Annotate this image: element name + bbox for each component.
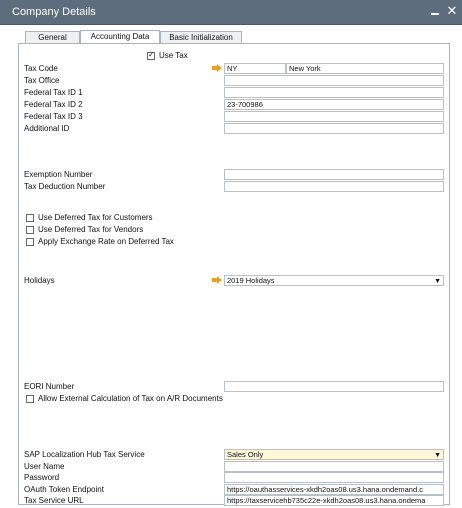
- oauth-token-endpoint-field[interactable]: https://oauthasservices-xkdh2oas08.us3.hana.ondemand.c: [224, 484, 444, 495]
- federal-tax-id-1-field[interactable]: [224, 87, 444, 98]
- federal-tax-id-1-row: [0, 87, 462, 98]
- federal-tax-id-2-label: Federal Tax ID 2: [24, 100, 83, 109]
- user-name-row: [0, 461, 462, 472]
- tax-service-url-row: [0, 495, 462, 506]
- exemption-number-row: [0, 169, 462, 180]
- tax-code-description: New York: [286, 63, 444, 74]
- password-field[interactable]: [224, 472, 444, 483]
- tax-service-url-field[interactable]: https://taxservicehb735c22e-xkdh2oas08.us3.hana.ondema: [224, 495, 444, 506]
- tab-label: Basic Initialization: [169, 33, 233, 42]
- exemption-number-field[interactable]: [224, 169, 444, 180]
- additional-id-label: Additional ID: [24, 124, 70, 133]
- federal-tax-id-3-field[interactable]: [224, 111, 444, 122]
- eori-number-row: [0, 381, 462, 392]
- tab-accounting-data[interactable]: [80, 30, 160, 44]
- chevron-down-icon: ▼: [434, 278, 441, 285]
- user-name-field[interactable]: [224, 461, 444, 472]
- tab-general[interactable]: [25, 31, 80, 43]
- external-calculation-checkbox[interactable]: [26, 395, 34, 403]
- chevron-down-icon: ▼: [434, 452, 441, 459]
- user-name-label: User Name: [24, 462, 65, 471]
- additional-id-field[interactable]: [224, 123, 444, 134]
- tax-deduction-number-field[interactable]: [224, 181, 444, 192]
- holidays-label: Holidays: [24, 276, 55, 285]
- federal-tax-id-3-row: [0, 111, 462, 122]
- deferred-tax-customers-checkbox[interactable]: [26, 214, 34, 222]
- tax-code-field[interactable]: NY: [224, 63, 286, 74]
- deferred-tax-vendors-label: Use Deferred Tax for Vendors: [38, 225, 144, 234]
- federal-tax-id-2-row: [0, 99, 462, 110]
- oauth-token-endpoint-row: [0, 484, 462, 495]
- tax-office-field[interactable]: [224, 75, 444, 86]
- close-button[interactable]: [445, 4, 459, 18]
- tax-deduction-number-row: [0, 181, 462, 192]
- eori-number-label: EORI Number: [24, 382, 75, 391]
- sap-tax-service-dropdown[interactable]: [224, 449, 444, 460]
- tab-bar: [0, 25, 462, 43]
- federal-tax-id-2-field[interactable]: 23-700986: [224, 99, 444, 110]
- exemption-number-label: Exemption Number: [24, 170, 93, 179]
- link-arrow-icon[interactable]: [212, 64, 222, 72]
- holidays-row: [0, 275, 462, 286]
- sap-tax-service-label: SAP Localization Hub Tax Service: [24, 450, 145, 459]
- tab-label: General: [38, 33, 67, 42]
- deferred-tax-customers-label: Use Deferred Tax for Customers: [38, 213, 153, 222]
- deferred-tax-vendors-checkbox[interactable]: [26, 226, 34, 234]
- close-icon: ✕: [446, 3, 458, 18]
- use-tax-label: Use Tax: [159, 51, 188, 60]
- window-title: Company Details: [12, 6, 96, 18]
- tax-office-row: [0, 75, 462, 86]
- tax-office-label: Tax Office: [24, 76, 60, 85]
- tab-label: Accounting Data: [90, 32, 150, 41]
- eori-number-field[interactable]: [224, 381, 444, 392]
- federal-tax-id-1-label: Federal Tax ID 1: [24, 88, 83, 97]
- minimize-button[interactable]: [428, 4, 442, 18]
- sap-tax-service-value: Sales Only: [227, 450, 264, 459]
- tax-deduction-number-label: Tax Deduction Number: [24, 182, 106, 191]
- tax-code-row: [0, 63, 462, 74]
- password-label: Password: [24, 473, 60, 482]
- title-bar: [0, 0, 462, 25]
- tax-code-label: Tax Code: [24, 64, 58, 73]
- exchange-rate-deferred-label: Apply Exchange Rate on Deferred Tax: [38, 237, 174, 246]
- link-arrow-icon[interactable]: [212, 276, 222, 284]
- federal-tax-id-3-label: Federal Tax ID 3: [24, 112, 83, 121]
- tax-service-url-label: Tax Service URL: [24, 496, 84, 505]
- additional-id-row: [0, 123, 462, 134]
- tab-basic-initialization[interactable]: [160, 31, 242, 43]
- sap-tax-service-row: [0, 449, 462, 460]
- password-row: [0, 472, 462, 483]
- oauth-token-endpoint-label: OAuth Token Endpoint: [24, 485, 104, 494]
- holidays-value: 2019 Holidays: [227, 276, 275, 285]
- exchange-rate-deferred-checkbox[interactable]: [26, 238, 34, 246]
- minimize-icon: [431, 13, 439, 15]
- external-calculation-label: Allow External Calculation of Tax on A/R Documents: [38, 394, 223, 403]
- holidays-dropdown[interactable]: [224, 275, 444, 286]
- use-tax-checkbox[interactable]: [147, 52, 155, 60]
